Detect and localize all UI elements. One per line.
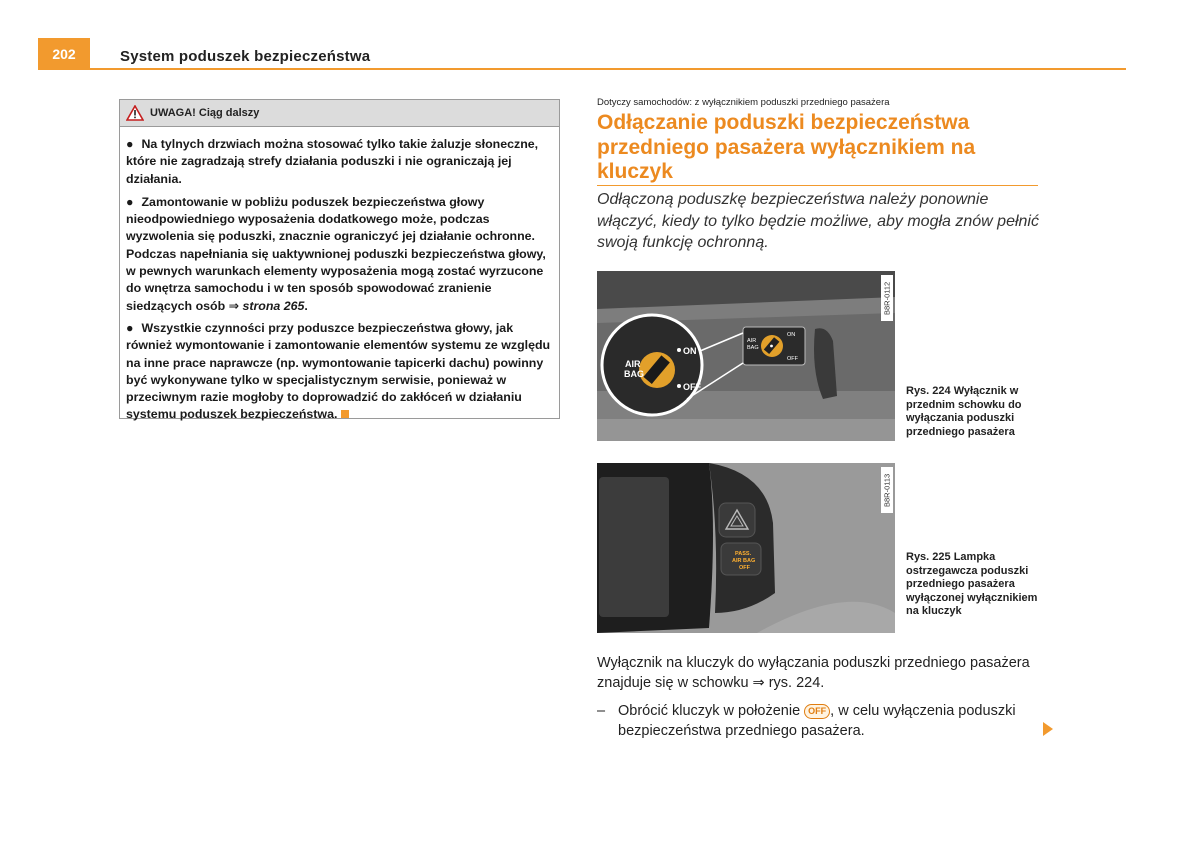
fig-small-label-bag: BAG <box>747 345 759 351</box>
bullet-icon: ● <box>126 137 134 151</box>
body-paragraph: Wyłącznik na kluczyk do wyłączania poduszki przedniego pasażera znajduje się w schowku ⇒ rys. 224. <box>597 655 1030 691</box>
fig-label-off: OFF <box>683 382 701 392</box>
off-position-icon: OFF <box>804 704 830 719</box>
warning-title: UWAGA! Ciąg dalszy <box>150 107 260 119</box>
glovebox-switch-illustration <box>597 271 895 441</box>
step-text-start: Obrócić kluczyk w położenie <box>618 703 805 719</box>
figure-code: B8R-0112 <box>881 275 893 321</box>
warning-item <box>126 320 553 424</box>
figure-225-caption: Rys. 225 Lampka ostrzegawcza poduszki przedniego pasażera wyłączonej wyłącznikiem na kluczyk <box>906 551 1038 618</box>
warning-box <box>119 99 560 422</box>
lamp-label-line1: PASS. <box>735 551 752 557</box>
page-number: 202 <box>38 38 90 70</box>
next-page-arrow-icon[interactable] <box>1043 722 1053 736</box>
warning-item-text: Na tylnych drzwiach można stosować tylko takie żaluzje słoneczne, które nie zagradzają strefy działania poduszki i nie ograniczają jej działania. <box>126 137 539 186</box>
fig-small-label-air: AIR <box>747 338 757 344</box>
warning-item <box>126 194 553 315</box>
dashboard-warning-lamp-illustration <box>597 463 895 633</box>
figure-224-image <box>597 271 895 441</box>
figure-code: B8R-0113 <box>881 467 893 513</box>
warning-triangle-icon <box>126 105 144 121</box>
page-reference-link[interactable]: strona 265 <box>242 298 305 313</box>
fig-label-air: AIR <box>625 359 641 369</box>
fig-label-on: ON <box>683 346 697 356</box>
header-rule <box>90 68 1126 70</box>
step-text-end: , w celu wyłączenia poduszki bezpieczeństwa przedniego pasażera. <box>618 703 1016 739</box>
figure-224-caption: Rys. 224 Wyłącznik w przednim schowku do wyłączania poduszki przedniego pasażera <box>906 385 1022 438</box>
article-title: Odłączanie poduszki bezpieczeństwa przedniego pasażera wyłącznikiem na kluczyk <box>597 111 976 183</box>
fig-label-bag: BAG <box>624 369 644 379</box>
article-intro: Odłączoną poduszkę bezpieczeństwa należy ponownie włączyć, kiedy to tylko będzie możliwe, aby mogła znów pełnić swoją funkcję ochronną. <box>597 191 1039 251</box>
end-of-section-icon <box>341 410 349 418</box>
fig-small-label-off: OFF <box>787 356 798 362</box>
lamp-label-line3: OFF <box>739 565 750 571</box>
bullet-icon: ● <box>126 320 134 335</box>
applies-to-note: Dotyczy samochodów: z wyłącznikiem poduszki przedniego pasażera <box>597 97 890 108</box>
fig-small-label-on: ON <box>787 332 796 338</box>
step-dash: – <box>597 703 606 719</box>
lamp-label-line2: AIR BAG <box>732 558 756 564</box>
step-text <box>618 701 1047 741</box>
section-title: System poduszek bezpieczeństwa <box>120 48 371 65</box>
warning-item-text-end: . <box>304 298 308 313</box>
instruction-step <box>597 701 1047 741</box>
warning-body <box>120 127 559 424</box>
bullet-icon: ● <box>126 194 134 209</box>
warning-item-text: Wszystkie czynności przy poduszce bezpieczeństwa głowy, jak również wymontowanie i zamontowanie elementów systemu ze względu na inne prace naprawcze (np. wymontowanie tapicerki dachu) powinny być wykonywane tylko w specjalistycznym serwisie, ponieważ w przeciwnym razie mogłoby to doprowadzić do zakłóceń w działaniu systemu poduszek bezpieczeństwa. <box>126 320 551 422</box>
warning-item <box>126 136 553 188</box>
warning-header <box>120 100 559 127</box>
title-rule <box>597 185 1038 186</box>
figure-225-image <box>597 463 895 633</box>
warning-item-text: Zamontowanie w pobliżu poduszek bezpieczeństwa głowy nieodpowiedniego wyposażenia dodatkowego może, podczas wyzwolenia się poduszki, znacznie ograniczyć jej działanie ochronne. Podczas napełniania się uaktywnionej poduszki bezpieczeństwa głowy, w pewnych warunkach elementy wyposażenia mogą zostać wyrzucone do wnętrza samochodu i w ten sposób spowodować zranienie siedzących osób ⇒ <box>126 194 546 313</box>
